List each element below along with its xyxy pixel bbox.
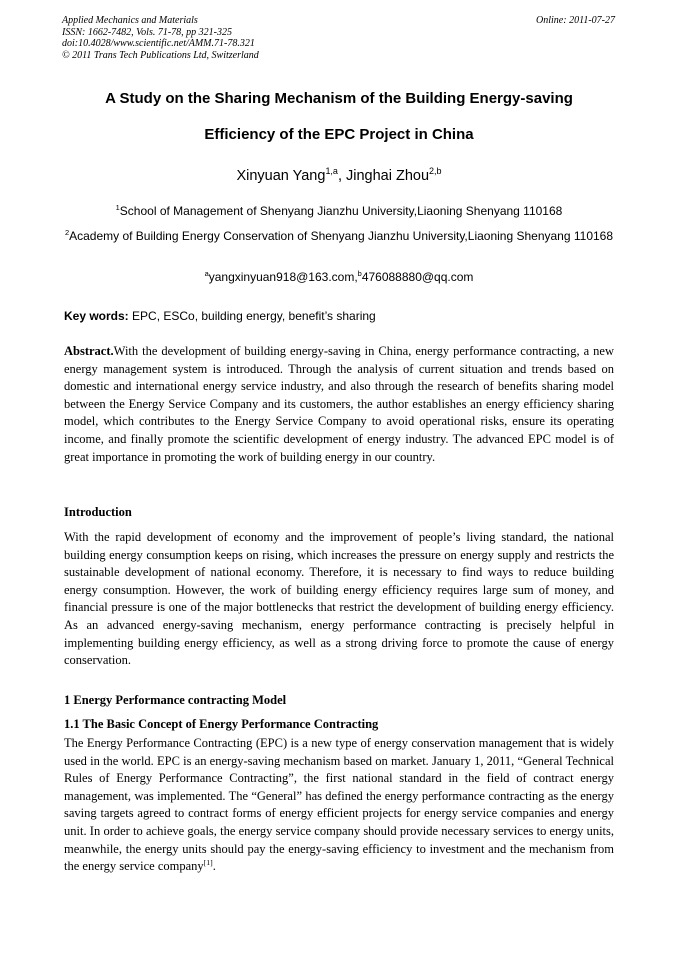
affiliation-2-text: Academy of Building Energy Conservation of Shenyang Jianzhu University,Liaoning Shenyang 110168 [69, 229, 614, 243]
email-b-sup: b [357, 269, 362, 278]
abstract-paragraph [64, 343, 614, 466]
email-line [62, 268, 616, 286]
abstract-text: With the development of building energy-saving in China, energy performance contracting, a new energy management system is introduced. Through the analysis of current situation and trends based on domestic and international energy service industry, and also through the research of benefits sharing model between the Energy Service Company and its customers, the author establishes an energy efficiency sharing model, which contributes to the Energy Service Company to avoid operational risks, ensure its operating income, and finally promote the scientific development of energy industry. The advanced EPC model is of great importance in promoting the work of building energy in our country. [64, 344, 614, 464]
email-a: yangxinyuan918@163.com, [208, 270, 358, 284]
section-1-1-paragraph [64, 735, 614, 876]
authors-line [40, 168, 638, 184]
citation-ref: [1] [203, 858, 213, 867]
keywords-label: Key words: [64, 309, 129, 323]
author-1-sup: 1,a [325, 166, 338, 177]
paper-title-line-1: A Study on the Sharing Mechanism of the Building Energy-saving [105, 90, 573, 107]
email-a-sup: a [204, 269, 209, 278]
section-1-heading: 1 Energy Performance contracting Model [64, 693, 287, 707]
affiliation-2 [62, 227, 616, 245]
affiliation-1-text: School of Management of Shenyang Jianzhu University,Liaoning Shenyang 110168 [119, 204, 563, 218]
section-1-1-text: The Energy Performance Contracting (EPC) is a new type of energy conservation management that is widely used in the world. EPC is an energy-saving mechanism based on market. January 1, 2011, “General Technical Rules of Energy Performance Contracting”, the first national standard in the field of contract energy management, was implemented. The “General” has defined the energy performance contracting as the energy saving targets agreed to contract forms of energy efficient projects for energy service companies and energy unit. In order to achieve goals, the energy service company should provide necessary services to energy units, meanwhile, the energy units should pay the energy-saving efficiency to investment and the mechanism from the energy service company [64, 736, 614, 874]
copyright-line: © 2011 Trans Tech Publications Ltd, Switzerland [62, 49, 259, 61]
affiliation-2-sup: 2 [64, 228, 70, 237]
introduction-heading: Introduction [64, 505, 132, 519]
affiliation-1-sup: 1 [115, 203, 120, 212]
author-1: Xinyuan Yang [236, 168, 326, 184]
journal-name: Applied Mechanics and Materials [62, 15, 198, 26]
paper-title-line-2: Efficiency of the EPC Project in China [204, 126, 474, 143]
doi-line: doi:10.4028/www.scientific.net/AMM.71-78.321 [62, 38, 255, 49]
author-2-sup: 2,b [429, 166, 442, 177]
introduction-paragraph: With the rapid development of economy and the improvement of people’s living standard, the national building energy consumption keeps on rising, which increases the pressure on energy supply and restricts the sustainable development of national economy. Therefore, it is necessary to find ways to reduce building energy consumption. However, the work of building energy efficiency requires large sum of money, and financial pressure is one of the major bottlenecks that restrict the development of building energy efficiency. As an advanced energy-saving mechanism, energy performance contracting is precisely helpful in implementing building energy efficiency, as well as a strong driving force to promote the cause of energy conservation. [64, 530, 614, 668]
author-2: Jinghai Zhou [346, 168, 430, 184]
keywords-text: EPC, ESCo, building energy, benefit’s sharing [128, 309, 376, 323]
author-separator: , [337, 168, 346, 184]
abstract-label: Abstract. [64, 344, 114, 358]
keywords [64, 309, 376, 323]
journal-header [62, 15, 259, 61]
section-1-1-end: . [212, 859, 216, 874]
section-1-1-heading: 1.1 The Basic Concept of Energy Performance Contracting [64, 717, 379, 731]
issn-line: ISSN: 1662-7482, Vols. 71-78, pp 321-325 [62, 26, 232, 38]
email-b: 476088880@qq.com [361, 270, 474, 284]
affiliation-1 [62, 202, 616, 220]
online-date: Online: 2011-07-27 [536, 15, 615, 26]
